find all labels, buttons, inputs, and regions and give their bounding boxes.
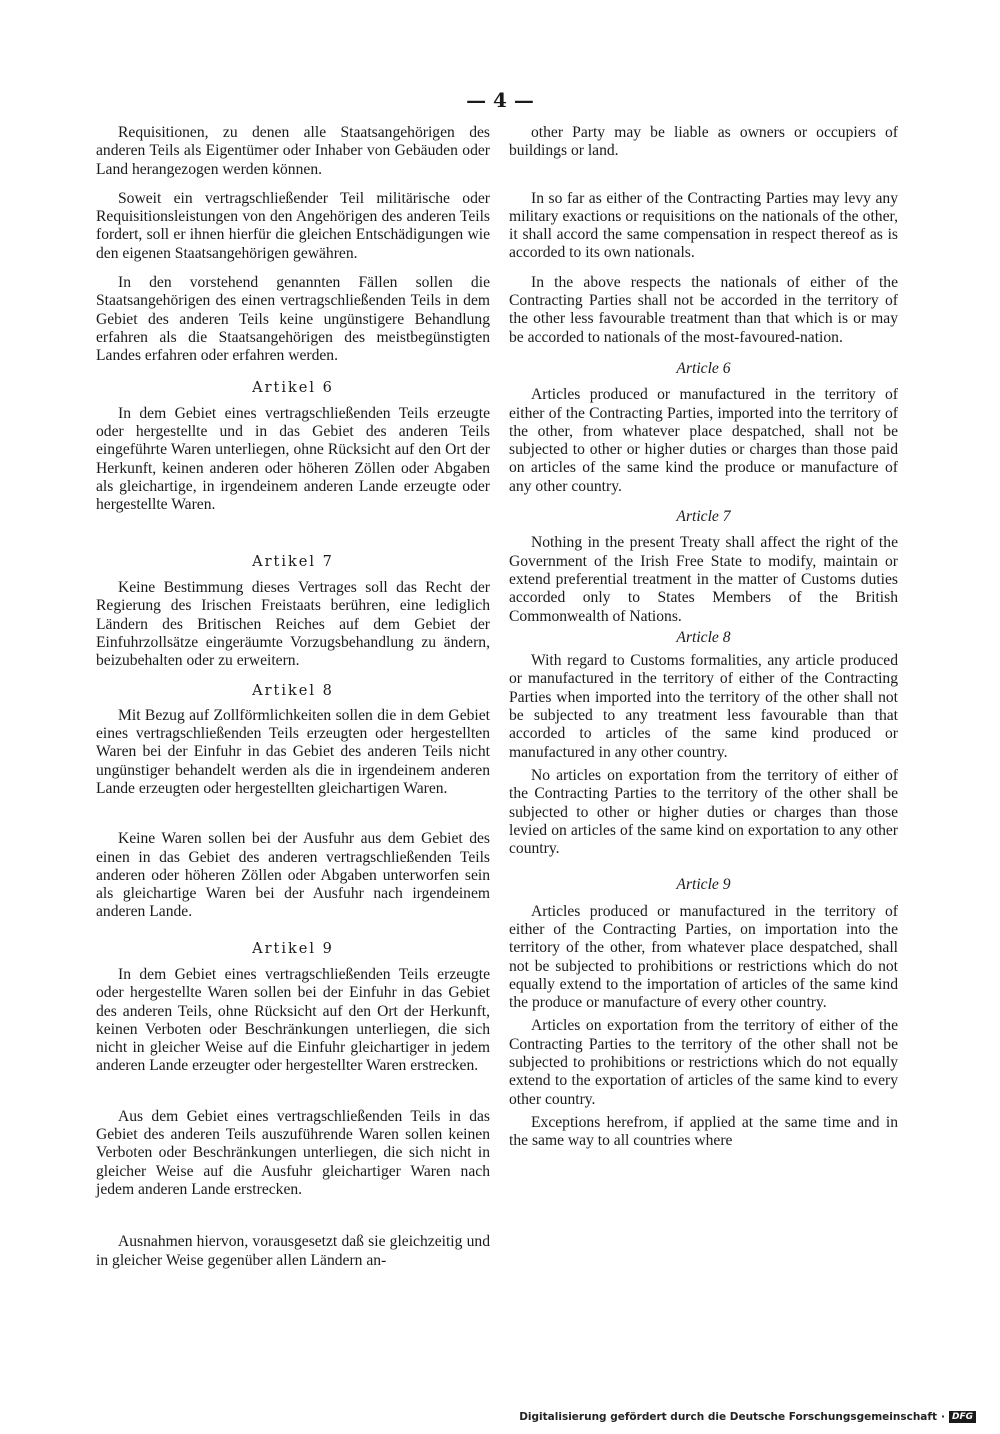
en-paragraph: In so far as either of the Contracting Parties may levy any military exactions or requisitions on the nationals of the other, it shall accord the same compensation in respect thereof as is accorded to its own nationals. [509, 189, 898, 262]
de-paragraph: Requisitionen, zu denen alle Staatsangehörigen des anderen Teils als Eigentümer oder Inhaber von Gebäuden oder Land herangezogen werden können. [96, 124, 490, 178]
digitization-footer: Digitalisierung gefördert durch die Deutsche Forschungsgemeinschaft · DFG [519, 1411, 976, 1423]
dfg-logo-icon: DFG [949, 1411, 976, 1423]
en-article-heading: Article 6 [676, 359, 731, 377]
de-paragraph: In dem Gebiet eines vertragschließenden Teils erzeugte oder hergestellte Waren sollen bei der Einfuhr in das Gebiet des anderen Teils, ohne Rücksicht auf den Ort der Herkunft, keinen Verboten oder Beschränkungen unterliegen, die sich nicht in gleicher Weise auf die Einfuhr gleichartiger in jedem anderen Lande erzeugter oder hergestellter Waren erstrecken. [96, 965, 490, 1075]
en-paragraph: Exceptions herefrom, if applied at the same time and in the same way to all countries where [509, 1113, 898, 1150]
en-paragraph: Nothing in the present Treaty shall affect the right of the Government of the Irish Free State to modify, maintain or extend preferential treatment in the matter of Customs duties accorded only to States Members of the British Commonwealth of Nations. [509, 534, 898, 625]
de-paragraph: Ausnahmen hiervon, vorausgesetzt daß sie gleichzeitig und in gleicher Weise gegenüber allen Ländern an- [96, 1233, 490, 1269]
en-paragraph: Articles produced or manufactured in the territory of either of the Contracting Parties, on importation into the territory of the other, from whatever place despatched, shall not be subjected to prohibitions or restrictions which do not equally extend to the importation of articles of the same kind the produce or manufacture of every other country. [509, 902, 898, 1012]
en-paragraph: No articles on exportation from the territory of either of the Contracting Parties to the territory of the other shall be subjected to other or higher duties or charges than those levied on articles of the same kind on exportation to any other country. [509, 766, 898, 858]
de-paragraph: In dem Gebiet eines vertragschließenden Teils erzeugte oder hergestellte und in das Gebiet des anderen Teils eingeführte Waren unterliegen, ohne Rücksicht auf den Ort der Herkunft, keinen anderen oder höheren Zöllen oder Abgaben als gleichartige, in irgendeinem anderen Lande erzeugte oder hergestellte Waren. [96, 404, 490, 514]
de-paragraph: Soweit ein vertragschließender Teil militärische oder Requisitionsleistungen von den Angehörigen des anderen Teils fordert, soll er ihnen hierfür die gleichen Entschädigungen wie den eigenen Staatsangehörigen gewähren. [96, 189, 490, 262]
en-paragraph: Articles produced or manufactured in the territory of either of the Contracting Parties, imported into the territory of the other, from whatever place despatched, shall not be subjected to other or higher duties or charges than those paid on articles of the same kind the produce or manufacture of any other country. [509, 386, 898, 495]
de-paragraph: In den vorstehend genannten Fällen sollen die Staatsangehörigen des einen vertragschließenden Teils in dem Gebiet des anderen Teils keine ungünstigere Behandlung erfahren als die Staatsangehörigen des meistbegünstigten Landes erfahren oder erfahren werden. [96, 274, 490, 365]
en-article-heading: Article 8 [676, 628, 731, 646]
german-column [96, 124, 490, 1270]
english-column [509, 124, 898, 1151]
de-article-heading: Artikel 6 [252, 379, 334, 396]
de-paragraph: Mit Bezug auf Zollförmlichkeiten sollen die in dem Gebiet eines vertragschließenden Teils erzeugten oder hergestellten Waren bei der Einfuhr in das Gebiet des anderen Teils nicht ungünstiger behandelt werden als die in irgendeinem anderen Lande erzeugten oder hergestellten gleichartigen Waren. [96, 706, 490, 797]
en-article-heading: Article 7 [676, 508, 731, 526]
en-paragraph: With regard to Customs formalities, any article produced or manufactured in the territory of either of the Contracting Parties when imported into the territory of the other shall not be subjected to any treatment less favourable than that accorded to articles of the same kind produced or manufactured in any other country. [509, 652, 898, 761]
de-paragraph: Keine Waren sollen bei der Ausfuhr aus dem Gebiet des einen in das Gebiet des anderen vertragschließenden Teils anderen oder höheren Zöllen oder Abgaben unterworfen sein als gleichartige Waren bei der Ausfuhr nach irgendeinem anderen Lande. [96, 830, 490, 921]
page-number: — 4 — [466, 88, 534, 112]
footer-text: Digitalisierung gefördert durch die Deutsche Forschungsgemeinschaft [519, 1411, 937, 1423]
de-article-heading: Artikel 7 [252, 553, 334, 570]
en-paragraph: Articles on exportation from the territory of either of the Contracting Parties to the territory of the other shall not be subjected to prohibitions or restrictions which do not equally extend to the exportation of articles of the same kind to every other country. [509, 1017, 898, 1108]
de-article-heading: Artikel 9 [252, 940, 334, 957]
de-article-heading: Artikel 8 [252, 683, 334, 700]
en-paragraph: other Party may be liable as owners or occupiers of buildings or land. [509, 124, 898, 160]
en-article-heading: Article 9 [676, 876, 731, 894]
de-paragraph: Keine Bestimmung dieses Vertrages soll das Recht der Regierung des Irischen Freistaats berühren, eine lediglich Ländern des Britischen Reiches auf dem Gebiet der Einfuhrzollsätze eingeräumte Vorzugsbehandlung zu ändern, beizubehalten oder zu erweitern. [96, 578, 490, 670]
en-paragraph: In the above respects the nationals of either of the Contracting Parties shall not be accorded in the territory of the other less favourable treatment than that which is or may be accorded to nationals of the most-favoured-nation. [509, 273, 898, 346]
de-paragraph: Aus dem Gebiet eines vertragschließenden Teils in das Gebiet des anderen Teils auszuführende Waren sollen keinen Verboten oder Beschränkungen unterliegen, die sich nicht in gleicher Weise auf die Ausfuhr gleichartiger Waren nach jedem anderen Lande erstrecken. [96, 1107, 490, 1198]
